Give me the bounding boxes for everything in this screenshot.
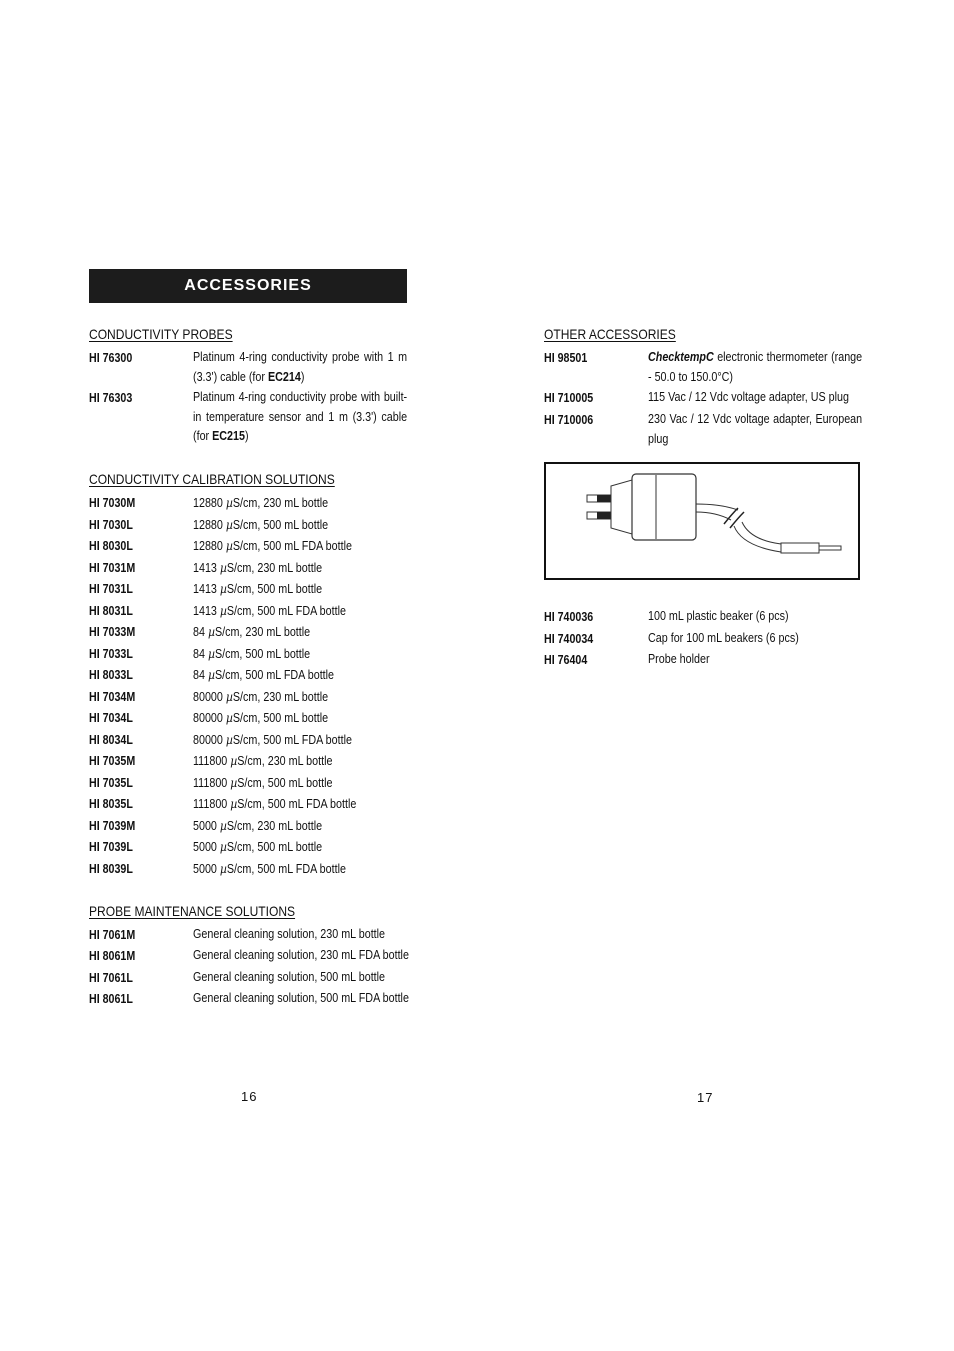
product-description: 80000 µS/cm, 500 mL FDA bottle [193, 731, 352, 747]
product-description: Platinum 4-ring conductivity probe with built-in temperature sensor and 1 m (3.3') cable (for EC215) [193, 390, 408, 443]
micro-symbol: µ [219, 860, 227, 876]
model-name: EC215 [212, 429, 246, 443]
product-description: 111800 µS/cm, 500 mL FDA bottle [193, 796, 357, 811]
micro-symbol: µ [207, 645, 215, 661]
micro-symbol: µ [230, 774, 238, 790]
micro-symbol: µ [225, 731, 233, 747]
product-code: HI 7061M [89, 927, 136, 942]
product-code: HI 7030L [89, 516, 133, 532]
product-code: HI 7034L [89, 710, 133, 725]
product-code: HI 7031M [89, 559, 136, 575]
adapter-body [632, 474, 696, 540]
micro-symbol: µ [219, 817, 227, 833]
dc-connector [781, 543, 819, 553]
section-heading-maintenance-solutions: PROBE MAINTENANCE SOLUTIONS [89, 903, 296, 919]
micro-symbol: µ [219, 559, 227, 575]
micro-symbol: µ [207, 624, 215, 639]
product-description: General cleaning solution, 230 mL bottle [193, 927, 386, 941]
plug-base [611, 480, 632, 534]
product-description: Cap for 100 mL beakers (6 pcs) [648, 630, 799, 645]
product-description: General cleaning solution, 500 mL bottle [193, 969, 386, 984]
micro-symbol: µ [207, 667, 215, 682]
product-description: Platinum 4-ring conductivity probe with 1 m (3.3') cable (for EC214) [193, 350, 408, 384]
product-description: 80000 µS/cm, 500 mL bottle [193, 710, 329, 725]
cable-line-d [742, 522, 781, 544]
page-title-banner: ACCESSORIES [89, 269, 407, 303]
micro-symbol: µ [225, 495, 233, 510]
product-description: 111800 µS/cm, 500 mL bottle [193, 774, 333, 790]
product-code: HI 8061L [89, 990, 133, 1006]
dc-connector-tip [819, 546, 841, 550]
micro-symbol: µ [219, 839, 227, 854]
product-description: 84 µS/cm, 500 mL FDA bottle [193, 667, 335, 682]
product-code: HI 98501 [544, 350, 588, 365]
product-description: 5000 µS/cm, 500 mL FDA bottle [193, 860, 346, 876]
product-code: HI 76303 [89, 390, 133, 405]
product-description: 100 mL plastic beaker (6 pcs) [648, 609, 789, 623]
product-code: HI 7035M [89, 753, 136, 768]
product-code: HI 7035L [89, 774, 133, 790]
page-number-left: 16 [241, 1089, 258, 1104]
product-code: HI 8030L [89, 538, 133, 553]
section-heading-calibration-solutions: CONDUCTIVITY CALIBRATION SOLUTIONS [89, 471, 335, 487]
product-code: HI 7039L [89, 839, 133, 854]
product-description: 115 Vac / 12 Vdc voltage adapter, US plug [648, 390, 850, 404]
product-description: 230 Vac / 12 Vdc voltage adapter, European plug [648, 412, 863, 446]
product-description: 1413 µS/cm, 500 mL bottle [193, 581, 323, 596]
product-description: 84 µS/cm, 500 mL bottle [193, 645, 311, 661]
product-description: 80000 µS/cm, 230 mL bottle [193, 688, 329, 704]
product-code: HI 710006 [544, 412, 594, 427]
product-code: HI 8033L [89, 667, 133, 682]
product-description: General cleaning solution, 500 mL FDA bottle [193, 990, 409, 1005]
product-code: HI 7030M [89, 495, 136, 510]
micro-symbol: µ [225, 516, 233, 532]
page-number-right: 17 [697, 1090, 714, 1105]
product-description: ChecktempC electronic thermometer (range - 50.0 to 150.0°C) [648, 350, 863, 384]
product-code: HI 7033M [89, 624, 136, 639]
micro-symbol: µ [225, 538, 233, 553]
product-code: HI 7061L [89, 969, 133, 985]
product-code: HI 7031L [89, 581, 133, 596]
product-code: HI 7034M [89, 688, 136, 704]
product-code: HI 8034L [89, 731, 133, 747]
product-description: 12880 µS/cm, 500 mL FDA bottle [193, 538, 352, 553]
product-code: HI 740036 [544, 609, 594, 624]
micro-symbol: µ [230, 796, 238, 811]
cable-line-a [696, 504, 738, 510]
micro-symbol: µ [219, 581, 227, 596]
prong-shade-bottom [597, 512, 611, 519]
cable-line-b [696, 512, 731, 520]
section-heading-conductivity-probes: CONDUCTIVITY PROBES [89, 326, 233, 342]
section-heading-other-accessories: OTHER ACCESSORIES [544, 326, 676, 342]
product-description: General cleaning solution, 230 mL FDA bottle [193, 948, 409, 963]
voltage-adapter-illustration [546, 464, 858, 578]
product-code: HI 8061M [89, 948, 136, 964]
micro-symbol: µ [230, 753, 238, 768]
voltage-adapter-figure [544, 462, 860, 580]
product-code: HI 8035L [89, 796, 133, 811]
micro-symbol: µ [219, 602, 227, 618]
product-description: 1413 µS/cm, 230 mL bottle [193, 559, 323, 575]
product-code: HI 7039M [89, 817, 136, 833]
product-code: HI 76404 [544, 652, 588, 667]
product-description: 84 µS/cm, 230 mL bottle [193, 624, 311, 639]
product-code: HI 7033L [89, 645, 133, 661]
micro-symbol: µ [225, 688, 233, 704]
product-description: 12880 µS/cm, 230 mL bottle [193, 495, 329, 510]
product-description: 12880 µS/cm, 500 mL bottle [193, 516, 329, 532]
product-name: ChecktempC [648, 350, 714, 364]
product-description: Probe holder [648, 652, 710, 666]
micro-symbol: µ [225, 710, 233, 725]
product-code: HI 76300 [89, 350, 133, 365]
product-description: 5000 µS/cm, 500 mL bottle [193, 839, 323, 854]
product-description: 5000 µS/cm, 230 mL bottle [193, 817, 323, 833]
product-code: HI 8039L [89, 860, 133, 876]
product-code: HI 740034 [544, 630, 594, 646]
cable-line-c [734, 526, 781, 552]
model-name: EC214 [267, 369, 301, 384]
product-code: HI 710005 [544, 390, 594, 405]
product-code: HI 8031L [89, 602, 133, 618]
product-description: 1413 µS/cm, 500 mL FDA bottle [193, 602, 346, 618]
prong-shade-top [597, 495, 611, 502]
product-description: 111800 µS/cm, 230 mL bottle [193, 753, 333, 768]
